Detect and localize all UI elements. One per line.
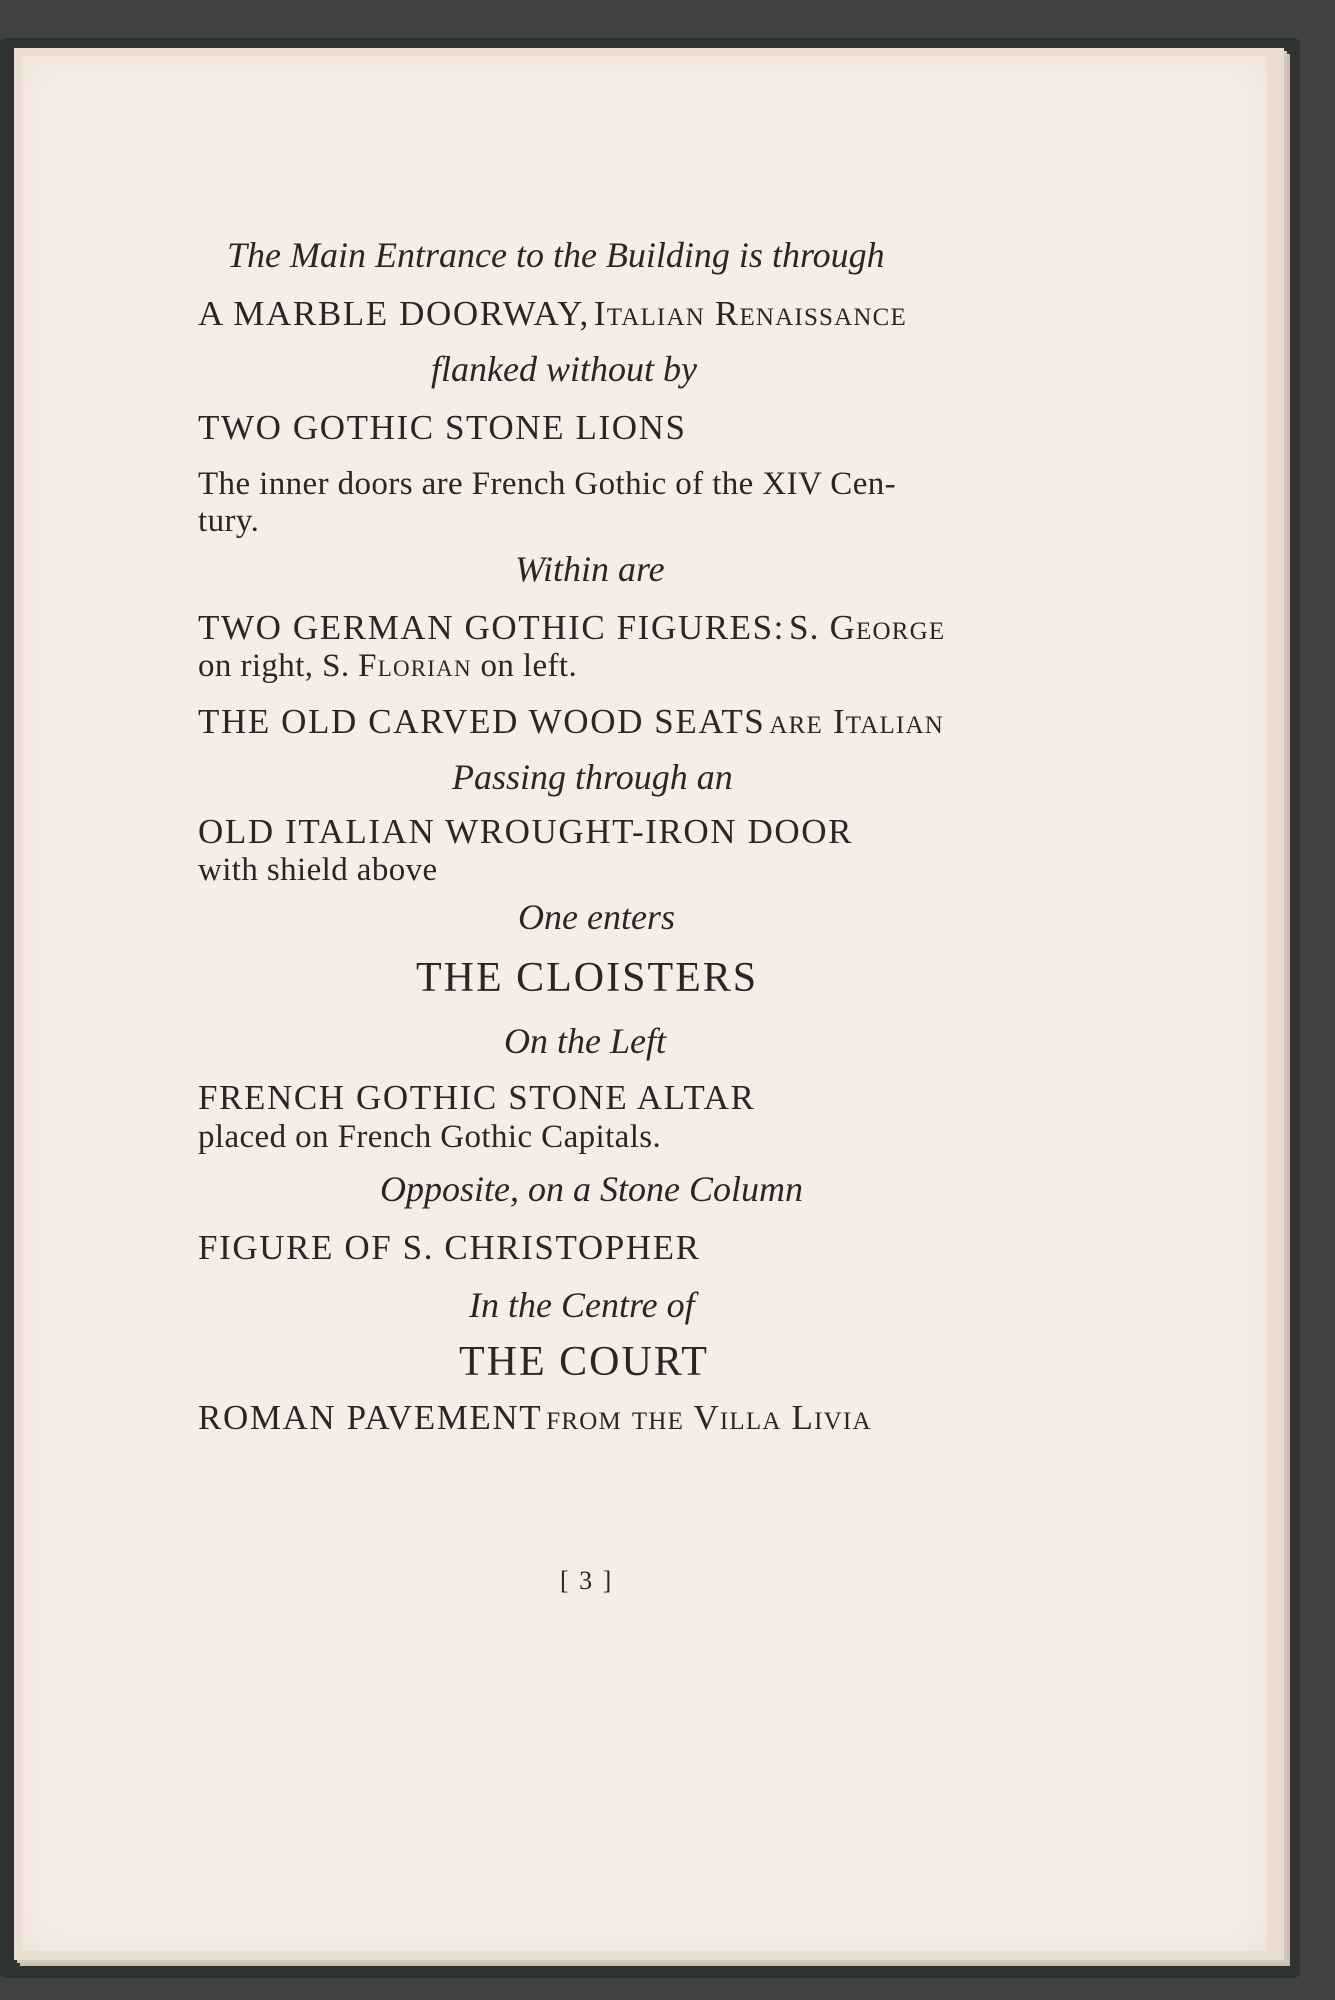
roman-pavement-origin: from the Villa Livia [546, 1398, 872, 1437]
stone-column-phrase: on a Stone Column [528, 1169, 803, 1209]
passing-through-line: Passing through an [452, 757, 733, 797]
stone-lions-heading: TWO GOTHIC STONE LIONS [198, 408, 687, 447]
one-enters-line: One enters [518, 897, 675, 937]
wood-seats-origin: are Italian [769, 702, 945, 741]
roman-pavement-heading: ROMAN PAVEMENT [198, 1398, 543, 1437]
wood-seats-heading: THE OLD CARVED WOOD SEATS [198, 702, 766, 741]
figures-position-right: on right, S. [198, 648, 350, 684]
opposite-line [380, 1168, 803, 1210]
saint-florian-name: Florian [358, 648, 472, 684]
on-the-left-line: On the Left [504, 1021, 666, 1061]
marble-doorway-heading: A MARBLE DOORWAY, [198, 294, 590, 333]
altar-capitals-line: placed on French Gothic Capitals. [198, 1119, 662, 1155]
wood-seats-line [198, 702, 944, 742]
marble-doorway-line [198, 294, 907, 334]
opposite-word: Opposite, [380, 1169, 519, 1209]
flanked-line: flanked without by [431, 349, 697, 389]
saint-george-name: S. George [789, 608, 946, 647]
roman-pavement-line [198, 1398, 872, 1438]
stone-altar-heading: FRENCH GOTHIC STONE ALTAR [198, 1078, 756, 1117]
inner-doors-line-continued: tury. [198, 503, 260, 539]
intro-line: The Main Entrance to the Building is through [227, 235, 885, 275]
german-figures-heading: TWO GERMAN GOTHIC FIGURES: [198, 608, 786, 647]
shield-line: with shield above [198, 852, 438, 888]
page-number: [ 3 ] [560, 1566, 614, 1595]
christopher-heading: FIGURE OF S. CHRISTOPHER [198, 1228, 701, 1267]
cloisters-heading: THE CLOISTERS [416, 955, 759, 1001]
marble-doorway-style: Italian Renaissance [593, 294, 908, 333]
figures-position-line [198, 648, 577, 685]
inner-doors-line: The inner doors are French Gothic of the XIV Cen- [198, 466, 897, 502]
centre-of-line: In the Centre of [469, 1285, 695, 1325]
figures-position-left: on left. [480, 648, 578, 684]
court-heading: THE COURT [459, 1339, 709, 1385]
within-are-line: Within are [515, 549, 665, 589]
german-figures-line [198, 608, 945, 648]
book-page [22, 56, 1267, 1951]
wrought-iron-door-heading: OLD ITALIAN WROUGHT-IRON DOOR [198, 812, 854, 851]
